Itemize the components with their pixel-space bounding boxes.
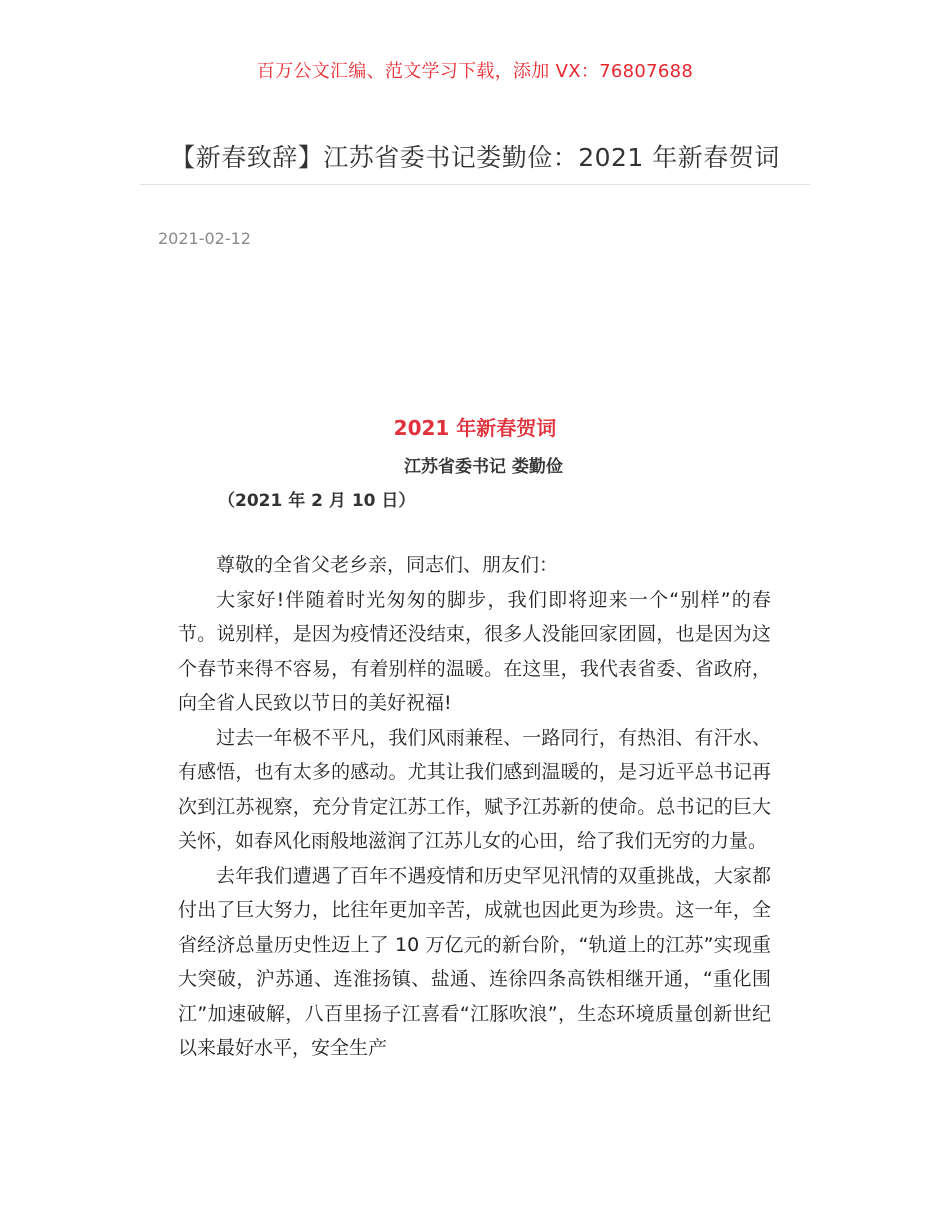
paragraph: 过去一年极不平凡，我们风雨兼程、一路同行，有热泪、有汗水、有感悟，也有太多的感动。尤其让我们感到温暖的，是习近平总书记再次到江苏视察，充分肯定江苏工作，赋予江苏新的使命。总书记的巨大关怀，如春风化雨般地滋润了江苏儿女的心田，给了我们无穷的力量。: [178, 726, 771, 852]
paragraph: 大家好!伴随着时光匆匆的脚步，我们即将迎来一个“别样”的春节。说别样，是因为疫情还没结束，很多人没能回家团圆，也是因为这个春节来得不容易，有着别样的温暖。在这里，我代表省委、省政府，向全省人民致以节日的美好祝福!: [178, 588, 771, 714]
paragraph: 去年我们遭遇了百年不遇疫情和历史罕见汛情的双重挑战，大家都付出了巨大努力，比往年更加辛苦，成就也因此更为珍贵。这一年，全省经济总量历史性迈上了 10 万亿元的新台阶，“轨道上的江苏”实现重大突破，沪苏通、连淮扬镇、盐通、连徐四条高铁相继开通，“重化围江”加速破解，八百里扬子江喜看“江豚吹浪”，生态环境质量创新世纪以来最好水平，安全生产: [178, 864, 771, 1059]
speaker-line: 江苏省委书记 娄勤俭: [404, 457, 563, 477]
publish-date: 2021-02-12: [158, 229, 251, 248]
page-title: 【新春致辞】江苏省委书记娄勤俭：2021 年新春贺词: [170, 143, 780, 172]
speech-date: （2021 年 2 月 10 日）: [218, 491, 416, 511]
title-divider: [140, 184, 810, 185]
speech-title: 2021 年新春贺词: [393, 416, 557, 440]
paragraph-salutation: 尊敬的全省父老乡亲，同志们、朋友们：: [216, 554, 559, 576]
promo-banner: 百万公文汇编、范文学习下载，添加 VX：76807688: [256, 61, 694, 82]
article-body: [178, 548, 771, 1066]
